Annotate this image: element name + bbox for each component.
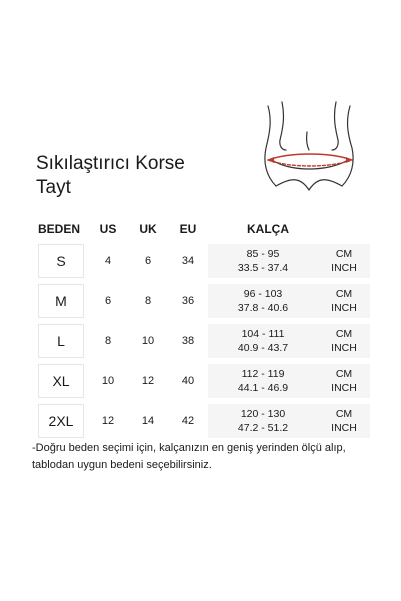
unit-cm: CM [335,328,353,340]
kalca-inch-range: 37.8 - 40.6 [237,302,289,314]
uk-value: 14 [141,415,155,427]
kalca-cm-range: 85 - 95 [246,248,280,260]
header-uk: UK [139,222,157,236]
eu-value: 40 [181,375,195,387]
us-value: 8 [104,335,112,347]
unit-cm: CM [335,368,353,380]
kalca-cm-range: 112 - 119 [241,368,285,380]
kalca-inch-range: 44.1 - 46.9 [237,382,289,394]
header-eu: EU [179,222,197,236]
beden-value: 2XL [48,413,74,429]
unit-cm: CM [335,408,353,420]
table-row [30,404,370,438]
title-line-1: Sıkılaştırıcı Korse [36,153,185,174]
measurement-note: -Doğru beden seçimi için, kalçanızın en geniş yerinden ölçü alıp, tablodan uygun bedeni seçebilirsiniz. [32,442,346,471]
header-us: US [99,222,117,236]
us-value: 12 [101,415,115,427]
eu-value: 42 [181,415,195,427]
us-value: 4 [104,255,112,267]
kalca-cm-range: 120 - 130 [240,408,286,420]
unit-inch: INCH [331,302,357,314]
kalca-inch-range: 33.5 - 37.4 [237,262,289,274]
table-row [30,364,370,398]
header-beden: BEDEN [37,222,80,236]
size-chart-table [30,212,370,432]
unit-inch: INCH [331,382,357,394]
unit-inch: INCH [331,342,357,354]
beden-value: M [55,293,67,309]
table-row [30,244,370,278]
kalca-inch-range: 47.2 - 51.2 [237,422,289,434]
beden-value: S [56,253,66,269]
kalca-cm-range: 104 - 111 [241,328,285,340]
uk-value: 12 [141,375,155,387]
unit-inch: INCH [331,262,357,274]
header-kalca: KALÇA [247,222,289,236]
uk-value: 6 [144,255,152,267]
beden-value: L [57,333,65,349]
eu-value: 34 [181,255,195,267]
eu-value: 38 [181,335,195,347]
kalca-cm-range: 96 - 103 [243,288,283,300]
table-row [30,284,370,318]
uk-value: 8 [144,295,152,307]
beden-value: XL [52,373,70,389]
us-value: 10 [101,375,115,387]
unit-cm: CM [335,288,353,300]
unit-inch: INCH [331,422,357,434]
table-row [30,324,370,358]
uk-value: 10 [141,335,155,347]
title-line-2: Tayt [36,177,71,198]
eu-value: 36 [181,295,195,307]
us-value: 6 [104,295,112,307]
page-title [36,152,256,200]
unit-cm: CM [335,248,353,260]
kalca-inch-range: 40.9 - 43.7 [237,342,289,354]
